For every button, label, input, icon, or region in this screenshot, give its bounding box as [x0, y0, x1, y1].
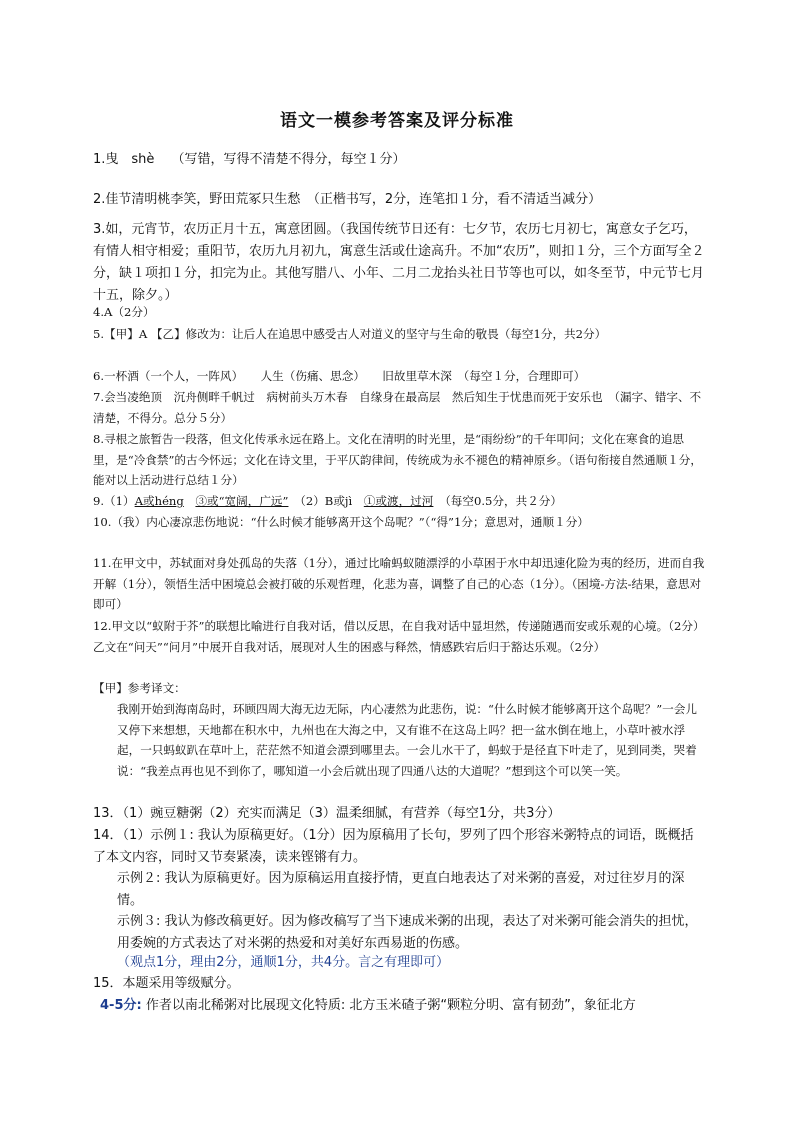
answer-9-c: （2）B或jì [288, 494, 364, 508]
answer-9-prefix: 9.（1） [93, 494, 135, 508]
answer-15-level [100, 995, 712, 1016]
answer-14-example-2: 示例２: 我认为原稿更好。因为原稿运用直接抒情，更直白地表达了对米粥的喜爱，对过往岁月的深情。 [117, 871, 685, 908]
answer-4: 4.A（2分） [93, 305, 155, 319]
page-title: 语文一模参考答案及评分标准 [280, 111, 514, 131]
answer-11: 11.在甲文中，苏轼面对身处孤岛的失落（1分），通过比喻蚂蚁随漂浮的小草困于水中却迅速化险为夷的经历，进而自我开解（1分），领悟生活中困境总会被打破的乐观哲理，化悲为喜，调整了自己的心态（1分）。（困境-方法-结果，意思对即可） [93, 556, 705, 612]
answer-1: 1.曳 shè （写错，写得不清楚不得分，每空１分） [93, 152, 406, 167]
answer-7: 7.会当凌绝顶 沉舟侧畔千帆过 病树前头万木春 自缘身在最高层 然后知生于忧患而死于安乐也 （漏字、错字、不清楚，不得分。总分５分） [93, 390, 702, 425]
answer-5: 5.【甲】A 【乙】修改为：让后人在追思中感受古人对道义的坚守与生命的敬畏（每空1分，共2分） [93, 327, 607, 341]
answer-14-example-1: 14．（1）示例１: 我认为原稿更好。（1分）因为原稿用了长句，罗列了四个形容米粥特点的词语，既概括了本文内容，同时又节奏紧凑，读来铿锵有力。 [93, 828, 694, 865]
answer-2: 2.佳节清明桃李笑，野田荒冢只生愁 （正楷书写，2分，连笔扣１分，看不清适当减分） [93, 192, 602, 207]
answer-9-a: A或héng [134, 494, 184, 508]
answer-15-level-text: 作者以南北稀粥对比展现文化特质: 北方玉米碴子粥“颗粒分明、富有韧劲”，象征北方 [141, 998, 636, 1013]
answer-9-score: （每空0.5分，共２分） [433, 494, 562, 508]
answer-15-level-label: 4-5分: [100, 998, 142, 1013]
answer-13: 13．（1）豌豆糖粥（2）充实而满足（3）温柔细腻，有营养（每空1分，共3分） [93, 806, 561, 821]
answer-12: 12.甲文以“蚁附于芥”的联想比喻进行自我对话，借以反思，在自我对话中显坦然，传递随遇而安或乐观的心境。（2分）乙文在“问天”“问月”中展开自我对话，展现对人生的困惑与释然，情感跌宕后归于豁达乐观。（2分） [93, 619, 705, 654]
answer-3: 3.如，元宵节，农历正月十五，寓意团圆。（我国传统节日还有：七夕节，农历七月初七，寓意女子乞巧，有情人相守相爱；重阳节，农历九月初九，寓意生活或仕途高升。不加“农历”，则扣１分，三个方面写全２分，缺１项扣１分，扣完为止。其他写腊八、小年、二月二龙抬头社日节等也可以，如冬至节，中元节七月十五，除夕。） [93, 222, 705, 303]
answer-9-d: ①或渡，过河 [363, 494, 434, 508]
answer-8: 8.寻根之旅暂告一段落，但文化传承永远在路上。文化在清明的时光里，是“雨纷纷”的千年叩问；文化在寒食的追思里，是“冷食禁”的古今怀远；文化在诗文里，于平仄韵律间，传统成为永不褪色的精神原乡。（语句衔接自然通顺１分，能对以上活动进行总结１分） [93, 432, 702, 488]
answer-15: 15．本题采用等级赋分。 [93, 976, 240, 991]
translation-heading: 【甲】参考译文： [93, 681, 186, 695]
answer-9-b: ③或“宽阔，广远” [195, 494, 289, 508]
answer-14-scoring: （观点1分，理由2分，通顺1分，共4分。言之有理即可） [117, 955, 450, 970]
answer-9-gap [184, 494, 196, 508]
answer-14-example-3: 示例３: 我认为修改稿更好。因为修改稿写了当下速成米粥的出现，表达了对米粥可能会消失的担忧，用委婉的方式表达了对米粥的热爱和对美好东西易逝的伤感。 [117, 914, 698, 951]
answer-6: 6.一杯酒（一个人，一阵风） 人生（伤痛、思念） 旧故里草木深 （每空１分，合理即可） [93, 369, 586, 383]
answer-9 [93, 491, 705, 512]
answer-10: 10.（我）内心凄凉悲伤地说：“什么时候才能够离开这个岛呢？”（“得”1分；意思对，通顺１分） [93, 515, 589, 529]
translation-body: 我刚开始到海南岛时，环顾四周大海无边无际，内心凄然为此悲伤，说：“什么时候才能够离开这个岛呢？”一会儿又停下来想想，天地都在积水中，九州也在大海之中，又有谁不在这岛上吗？把一盆水倒在地上，小草叶被水浮起，一只蚂蚁趴在草叶上，茫茫然不知道会漂到哪里去。一会儿水干了，蚂蚁于是径直下叶走了，见到同类，哭着说：“我差点再也见不到你了，哪知道一小会后就出现了四通八达的大道呢？”想到这个可以笑一笑。 [117, 702, 697, 778]
